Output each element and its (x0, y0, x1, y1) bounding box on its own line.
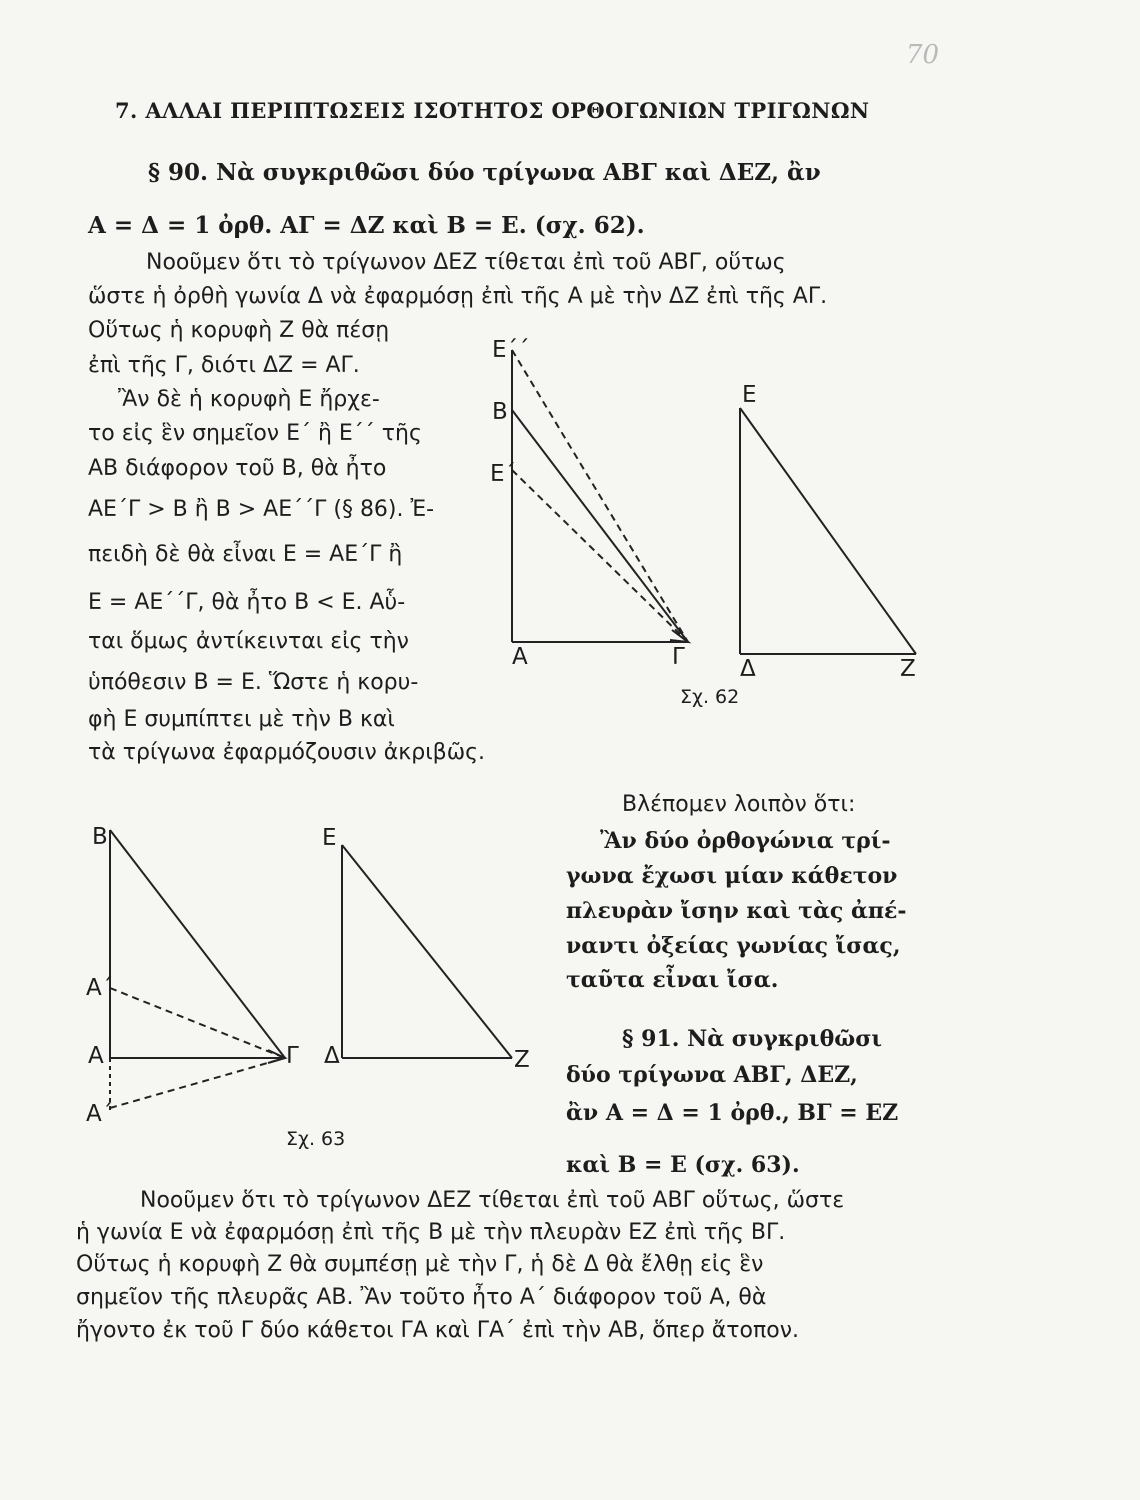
label-g: Γ (286, 1043, 299, 1069)
text-line: ἡ γωνία Ε νὰ ἐφαρμόσῃ ἐπὶ τῆς Β μὲ τὴν πλευρὰν ΕΖ ἐπὶ τῆς ΒΓ. (76, 1220, 786, 1245)
text-line: Ἂν δὲ ἡ κορυφὴ Ε ἤρχε- (118, 387, 380, 412)
label-z: Ζ (900, 656, 916, 682)
theorem-line: πλευρὰν ἴσην καὶ τὰς ἀπέ- (566, 898, 907, 924)
text-line: ὑπόθεσιν Β = Ε. Ὥστε ἡ κορυ- (88, 670, 419, 695)
theorem-line: Ἂν δύο ὀρθογώνια τρί- (600, 828, 891, 854)
text-line: ται ὅμως ἀντίκεινται εἰς τὴν (88, 629, 409, 654)
text-line: Βλέπομεν λοιπὸν ὅτι: (622, 792, 856, 817)
label-a-prime-lower: Α΄ (86, 1101, 114, 1127)
label-d: Δ (324, 1043, 340, 1069)
text-line: ΑΕ΄Γ > Β ἢ Β > ΑΕ΄΄Γ (§ 86). Ἐ- (88, 497, 435, 522)
figure-62-drawing (512, 350, 916, 654)
label-e: Ε (742, 382, 757, 408)
paragraph-90-hypothesis: Α = Δ = 1 ὀρθ. ΑΓ = ΔΖ καὶ Β = Ε. (σχ. 62). (88, 212, 645, 239)
section-title: 7. ΑΛΛΑΙ ΠΕΡΙΠΤΩΣΕΙΣ ΙΣΟΤΗΤΟΣ ΟΡΘΟΓΩΝΙΩΝ ΤΡΙΓΩΝΩΝ (115, 98, 870, 123)
label-g: Γ (672, 644, 685, 670)
paragraph-91-line: ἂν Α = Δ = 1 ὀρθ., ΒΓ = ΕΖ (566, 1100, 899, 1126)
theorem-line: ταῦτα εἶναι ἴσα. (566, 967, 779, 993)
text-line: Ε = ΑΕ΄΄Γ, θὰ ἦτο Β < Ε. Αὗ- (88, 590, 406, 615)
text-line: Νοοῦμεν ὅτι τὸ τρίγωνον ΔΕΖ τίθεται ἐπὶ τοῦ ΑΒΓ οὕτως, ὥστε (140, 1188, 845, 1213)
label-b: Β (92, 824, 108, 850)
figure-62-caption: Σχ. 62 (680, 686, 740, 708)
figure-63-caption: Σχ. 63 (286, 1128, 346, 1150)
text-line: ὥστε ἡ ὀρθὴ γωνία Δ νὰ ἐφαρμόσῃ ἐπὶ τῆς Α μὲ τὴν ΔΖ ἐπὶ τῆς ΑΓ. (88, 284, 828, 309)
dash-a2g (110, 1058, 285, 1108)
text-line: Οὕτως ἡ κορυφὴ Ζ θὰ πέσῃ (88, 318, 390, 343)
label-a: Α (512, 644, 528, 670)
arrow-head (670, 630, 688, 642)
label-e-double-prime: Ε΄΄ (492, 337, 530, 363)
side-ez (342, 845, 512, 1058)
text-line: τὰ τρίγωνα ἐφαρμόζουσιν ἀκριβῶς. (88, 740, 486, 765)
text-line: πειδὴ δὲ θὰ εἶναι Ε = ΑΕ΄Γ ἢ (88, 542, 403, 567)
paragraph-91-line: καὶ Β = Ε (σχ. 63). (566, 1152, 800, 1178)
text-line: το εἰς ἓν σημεῖον Ε΄ ἢ Ε΄΄ τῆς (88, 421, 422, 446)
text-line: ΑΒ διάφορον τοῦ Β, θὰ ἦτο (88, 456, 387, 481)
paragraph-90-heading: § 90. Νὰ συγκριθῶσι δύο τρίγωνα ΑΒΓ καὶ ΔΕΖ, ἂν (148, 159, 821, 186)
text-line: φὴ Ε συμπίπτει μὲ τὴν Β καὶ (88, 707, 395, 732)
label-a-prime: Α΄ (86, 975, 114, 1001)
text-line: σημεῖον τῆς πλευρᾶς ΑΒ. Ἂν τοῦτο ἦτο Α΄ διάφορον τοῦ Α, θὰ (76, 1285, 767, 1310)
label-e: Ε (322, 825, 337, 851)
label-d: Δ (740, 656, 756, 682)
label-a: Α (88, 1043, 104, 1069)
side-bg (512, 410, 688, 642)
paragraph-91-heading: § 91. Νὰ συγκριθῶσι (622, 1026, 883, 1052)
text-line: ἐπὶ τῆς Γ, διότι ΔΖ = ΑΓ. (88, 353, 360, 378)
label-z: Ζ (514, 1047, 530, 1073)
text-line: ἤγοντο ἐκ τοῦ Γ δύο κάθετοι ΓΑ καὶ ΓΑ΄ ἐπὶ τὴν ΑΒ, ὅπερ ἄτοπον. (76, 1318, 799, 1343)
side-bg (110, 830, 285, 1058)
label-e-prime: Ε΄ (490, 461, 517, 487)
label-b: Β (492, 399, 508, 425)
theorem-line: γωνα ἔχωσι μίαν κάθετον (566, 863, 898, 889)
arrow-head (268, 1050, 285, 1063)
text-line: Οὕτως ἡ κορυφὴ Ζ θὰ συμπέσῃ μὲ τὴν Γ, ἡ δὲ Δ θὰ ἔλθῃ εἰς ἓν (76, 1252, 764, 1277)
page-number: 70 (906, 40, 940, 70)
figure-63-drawing (110, 830, 512, 1110)
text-line: Νοοῦμεν ὅτι τὸ τρίγωνον ΔΕΖ τίθεται ἐπὶ τοῦ ΑΒΓ, οὕτως (146, 250, 786, 275)
theorem-line: ναντι ὀξείας γωνίας ἴσας, (566, 933, 901, 959)
paragraph-91-line: δύο τρίγωνα ΑΒΓ, ΔΕΖ, (566, 1062, 858, 1088)
side-ez (740, 408, 916, 654)
